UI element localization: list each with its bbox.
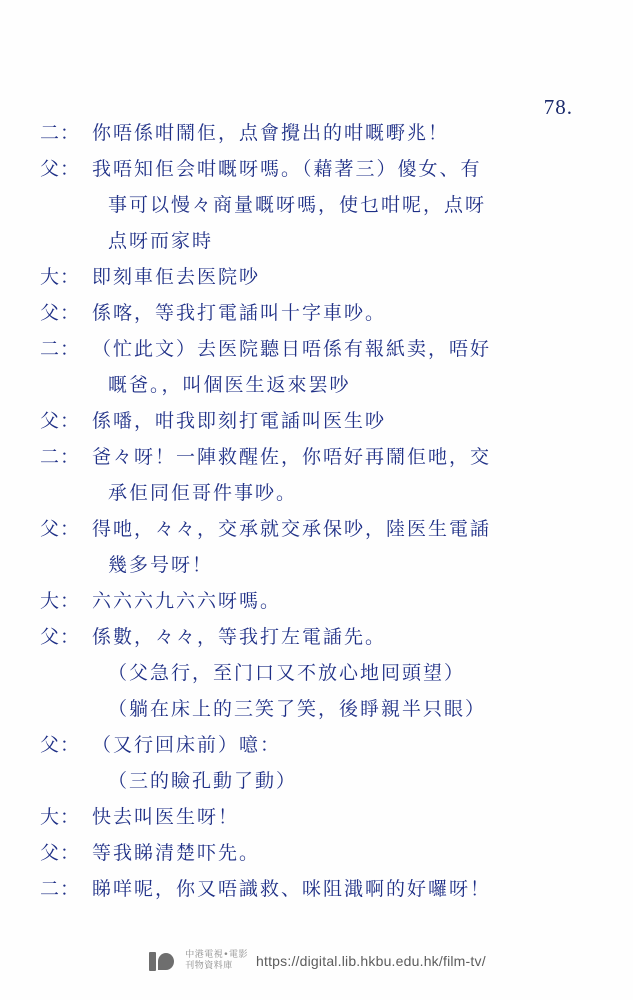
script-line [40,118,595,148]
script-line [40,370,595,400]
dialogue-text: 係噃，咁我即刻打電䛽叫医生吵 [92,410,387,432]
script-line [40,802,595,832]
dialogue-text: 承佢同佢哥件事吵。 [108,482,298,504]
watermark-footer [0,944,633,978]
speaker-label: 父： [40,410,81,432]
speaker-label: 父： [40,626,81,648]
speaker-label: 二： [40,446,81,468]
watermark-group [147,948,486,974]
dialogue-text: 事可以慢々商量嘅呀嗎，使乜咁呢，点呀 [108,194,487,216]
speaker-label: 父： [40,158,81,180]
script-line [40,262,595,292]
script-line [40,478,595,508]
speaker-label: 父： [40,518,81,540]
speaker-label: 父： [40,302,81,324]
dialogue-text: 点呀而家時 [108,230,214,252]
script-line [40,298,595,328]
dialogue-text: 六六六九六六呀嗎。 [92,590,282,612]
dialogue-text: （忙此文）去医院聽日唔係有報紙卖，唔好 [92,338,492,360]
watermark-url: https://digital.lib.hkbu.edu.hk/film-tv/ [256,953,486,969]
script-line [40,658,595,688]
dialogue-text: 幾多号呀！ [108,554,214,576]
script-line [40,766,595,796]
speaker-label: 二： [40,878,81,900]
watermark-chinese-line-1: 中港電視•電影 [185,950,249,960]
speaker-label: 大： [40,266,81,288]
script-line [40,586,595,616]
speaker-label: 二： [40,338,81,360]
dialogue-text: （又行回床前）噫： [92,734,282,756]
speaker-label: 大： [40,590,81,612]
dialogue-text: 得吔，々々，交承就交承保吵，陸医生電䛽 [92,518,492,540]
dialogue-text: 我唔知佢会咁嘅呀嗎。（藉著三）傻女、有 [92,158,482,180]
script-line [40,406,595,436]
dialogue-text: 你唔係咁鬧佢，点會攪出的咁嘅嘢兆！ [92,122,450,144]
dialogue-text: 睇咩呢，你又唔識救、咪阻濈啊的好囉呀！ [92,878,492,900]
script-line [40,514,595,544]
script-line [40,694,595,724]
script-line [40,190,595,220]
page-number: 78. [543,95,573,119]
dialogue-text: 係數，々々，等我打左電䛽先。 [92,626,387,648]
hkbu-library-logo-icon [147,948,177,974]
script-line [40,442,595,472]
script-line [40,154,595,184]
dialogue-text: （躺在床上的三笑了笑，後睜親半只眼） [108,698,487,720]
dialogue-text: 即刻車佢去医院吵 [92,266,261,288]
script-line [40,874,595,904]
dialogue-text: 爸々呀！一陣救醒佐，你唔好再鬧佢吔，交 [92,446,492,468]
speaker-label: 父： [40,734,81,756]
script-line [40,730,595,760]
script-line [40,334,595,364]
speaker-label: 二： [40,122,81,144]
dialogue-text: 快去叫医生呀！ [92,806,240,828]
dialogue-text: （三的瞼孔動了動） [108,770,298,792]
script-line [40,838,595,868]
dialogue-text: （父急行，至门口又不放心地囘頭望） [108,662,466,684]
script-line [40,622,595,652]
dialogue-text: 係喀，等我打電䛽叫十字車吵。 [92,302,387,324]
dialogue-text: 嘅爸。，叫個医生返來罢吵 [108,374,351,396]
script-body [40,118,595,910]
speaker-label: 大： [40,806,81,828]
script-line [40,226,595,256]
watermark-chinese-text [185,950,248,972]
speaker-label: 父： [40,842,81,864]
dialogue-text: 等我睇清楚吓先。 [92,842,261,864]
script-line [40,550,595,580]
watermark-chinese-line-2: 刊物資料庫 [185,961,233,971]
